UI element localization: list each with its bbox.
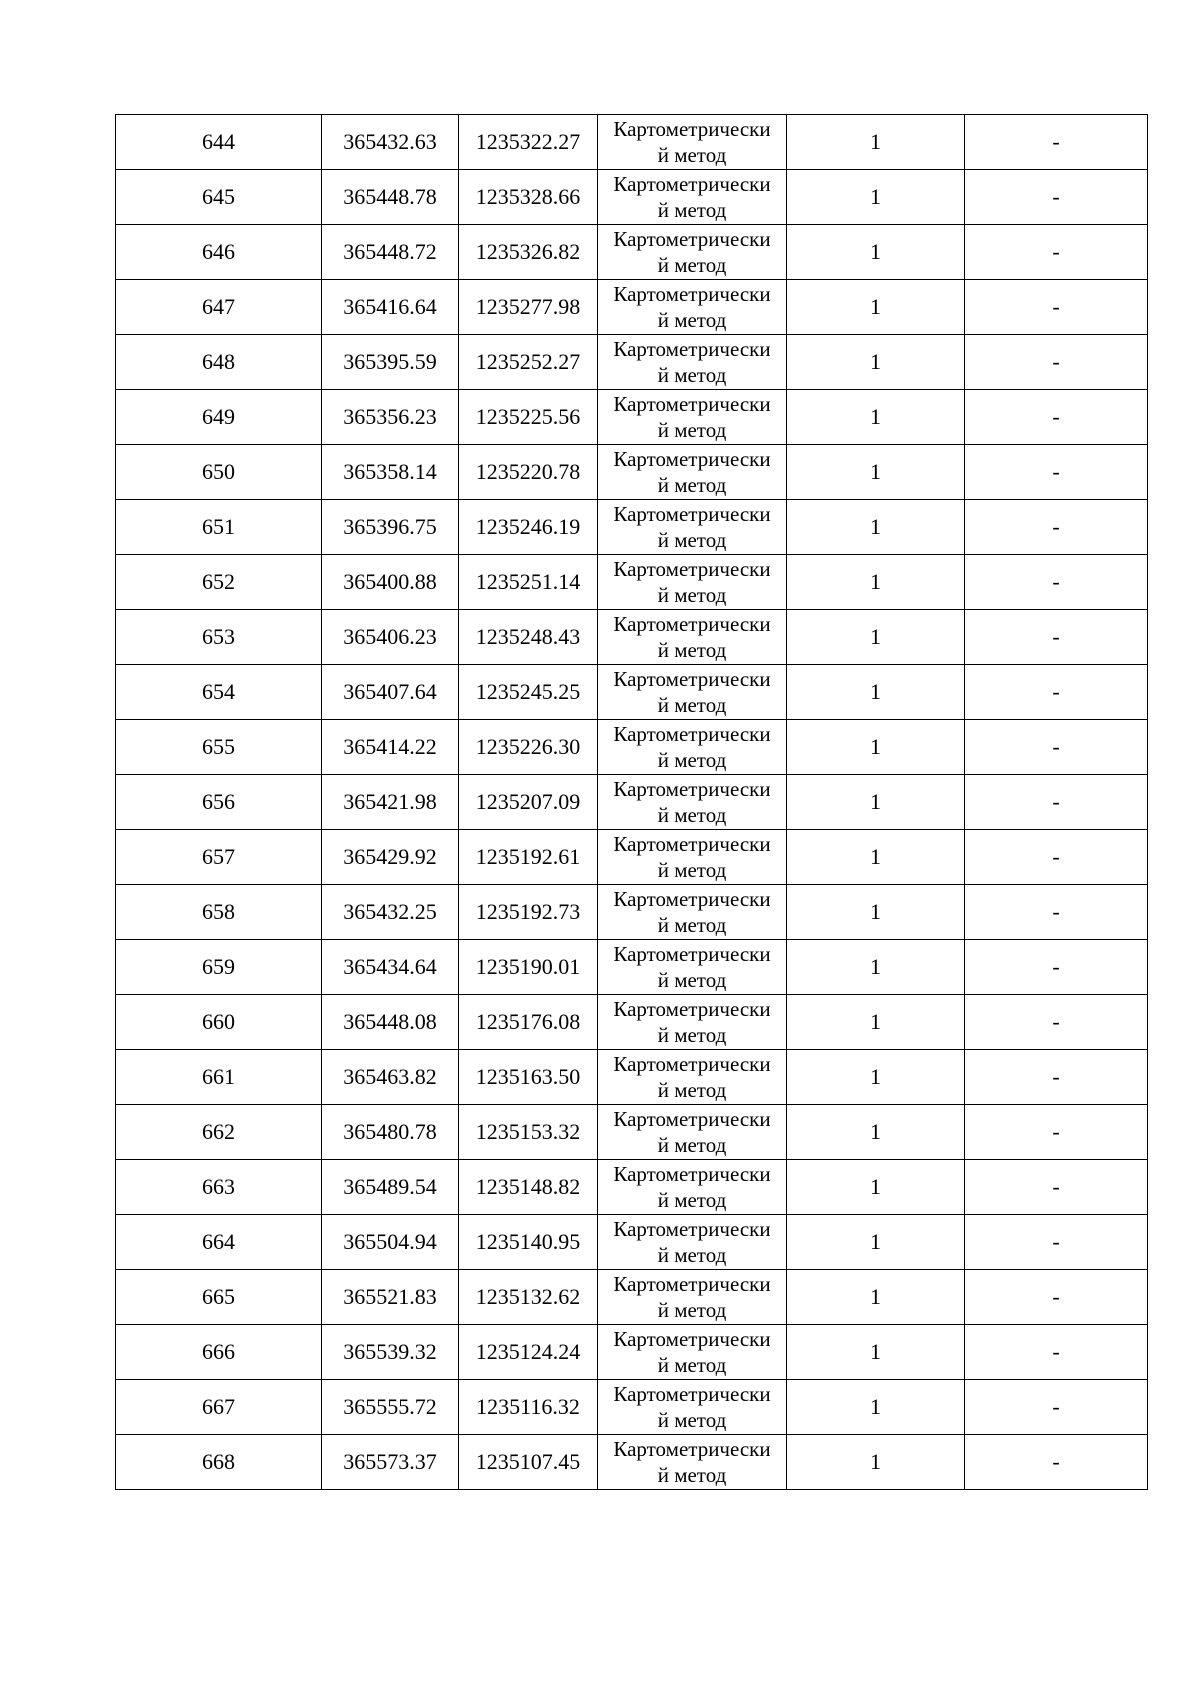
table-row [116, 335, 1148, 390]
table-body [116, 115, 1148, 1490]
table-row [116, 885, 1148, 940]
coordinate-x-cell: 365406.23 [322, 610, 459, 665]
accuracy-cell: 1 [787, 610, 965, 665]
note-cell: - [965, 390, 1148, 445]
note-cell: - [965, 720, 1148, 775]
point-number-cell: 658 [116, 885, 322, 940]
method-cell: Картометрически й метод [598, 1325, 787, 1380]
coordinate-x-cell: 365448.08 [322, 995, 459, 1050]
point-number-cell: 653 [116, 610, 322, 665]
method-cell: Картометрически й метод [598, 1050, 787, 1105]
table-row [116, 555, 1148, 610]
note-cell: - [965, 500, 1148, 555]
coordinate-y-cell: 1235107.45 [459, 1435, 598, 1490]
coordinate-y-cell: 1235116.32 [459, 1380, 598, 1435]
note-cell: - [965, 1215, 1148, 1270]
coordinate-y-cell: 1235176.08 [459, 995, 598, 1050]
point-number-cell: 648 [116, 335, 322, 390]
coordinate-x-cell: 365480.78 [322, 1105, 459, 1160]
note-cell: - [965, 830, 1148, 885]
method-cell: Картометрически й метод [598, 335, 787, 390]
coordinate-x-cell: 365395.59 [322, 335, 459, 390]
note-cell: - [965, 1325, 1148, 1380]
accuracy-cell: 1 [787, 280, 965, 335]
table-row [116, 665, 1148, 720]
accuracy-cell: 1 [787, 1325, 965, 1380]
point-number-cell: 664 [116, 1215, 322, 1270]
coordinate-x-cell: 365539.32 [322, 1325, 459, 1380]
table-row [116, 995, 1148, 1050]
note-cell: - [965, 885, 1148, 940]
accuracy-cell: 1 [787, 445, 965, 500]
point-number-cell: 665 [116, 1270, 322, 1325]
method-cell: Картометрически й метод [598, 610, 787, 665]
accuracy-cell: 1 [787, 1435, 965, 1490]
method-cell: Картометрически й метод [598, 390, 787, 445]
point-number-cell: 663 [116, 1160, 322, 1215]
note-cell: - [965, 170, 1148, 225]
accuracy-cell: 1 [787, 500, 965, 555]
table-row [116, 115, 1148, 170]
method-cell: Картометрически й метод [598, 1435, 787, 1490]
point-number-cell: 657 [116, 830, 322, 885]
point-number-cell: 649 [116, 390, 322, 445]
method-cell: Картометрически й метод [598, 1160, 787, 1215]
coordinate-x-cell: 365396.75 [322, 500, 459, 555]
method-cell: Картометрически й метод [598, 225, 787, 280]
accuracy-cell: 1 [787, 1380, 965, 1435]
method-cell: Картометрически й метод [598, 995, 787, 1050]
accuracy-cell: 1 [787, 775, 965, 830]
point-number-cell: 651 [116, 500, 322, 555]
accuracy-cell: 1 [787, 720, 965, 775]
point-number-cell: 661 [116, 1050, 322, 1105]
accuracy-cell: 1 [787, 1105, 965, 1160]
point-number-cell: 654 [116, 665, 322, 720]
accuracy-cell: 1 [787, 115, 965, 170]
accuracy-cell: 1 [787, 1215, 965, 1270]
coordinate-y-cell: 1235225.56 [459, 390, 598, 445]
point-number-cell: 656 [116, 775, 322, 830]
method-cell: Картометрически й метод [598, 775, 787, 830]
coordinate-x-cell: 365463.82 [322, 1050, 459, 1105]
point-number-cell: 644 [116, 115, 322, 170]
table-row [116, 170, 1148, 225]
note-cell: - [965, 280, 1148, 335]
table-row [116, 445, 1148, 500]
note-cell: - [965, 995, 1148, 1050]
coordinate-x-cell: 365555.72 [322, 1380, 459, 1435]
coordinate-x-cell: 365432.25 [322, 885, 459, 940]
point-number-cell: 666 [116, 1325, 322, 1380]
table-row [116, 225, 1148, 280]
note-cell: - [965, 445, 1148, 500]
accuracy-cell: 1 [787, 1270, 965, 1325]
accuracy-cell: 1 [787, 335, 965, 390]
coordinate-x-cell: 365573.37 [322, 1435, 459, 1490]
coordinate-x-cell: 365407.64 [322, 665, 459, 720]
coordinate-y-cell: 1235192.61 [459, 830, 598, 885]
coordinate-y-cell: 1235322.27 [459, 115, 598, 170]
point-number-cell: 652 [116, 555, 322, 610]
method-cell: Картометрически й метод [598, 665, 787, 720]
table-row [116, 1160, 1148, 1215]
method-cell: Картометрически й метод [598, 555, 787, 610]
note-cell: - [965, 775, 1148, 830]
table-row [116, 1435, 1148, 1490]
table-row [116, 830, 1148, 885]
coordinate-x-cell: 365504.94 [322, 1215, 459, 1270]
coordinate-x-cell: 365414.22 [322, 720, 459, 775]
point-number-cell: 667 [116, 1380, 322, 1435]
coordinates-table [115, 114, 1148, 1490]
method-cell: Картометрически й метод [598, 115, 787, 170]
coordinate-y-cell: 1235246.19 [459, 500, 598, 555]
coordinate-x-cell: 365432.63 [322, 115, 459, 170]
method-cell: Картометрически й метод [598, 885, 787, 940]
coordinate-y-cell: 1235124.24 [459, 1325, 598, 1380]
coordinate-x-cell: 365434.64 [322, 940, 459, 995]
accuracy-cell: 1 [787, 940, 965, 995]
coordinate-y-cell: 1235163.50 [459, 1050, 598, 1105]
method-cell: Картометрически й метод [598, 1105, 787, 1160]
coordinate-x-cell: 365400.88 [322, 555, 459, 610]
point-number-cell: 659 [116, 940, 322, 995]
accuracy-cell: 1 [787, 1050, 965, 1105]
coordinate-x-cell: 365416.64 [322, 280, 459, 335]
table-row [116, 1215, 1148, 1270]
coordinate-y-cell: 1235251.14 [459, 555, 598, 610]
coordinate-x-cell: 365429.92 [322, 830, 459, 885]
point-number-cell: 662 [116, 1105, 322, 1160]
coordinate-y-cell: 1235132.62 [459, 1270, 598, 1325]
point-number-cell: 650 [116, 445, 322, 500]
table-row [116, 1325, 1148, 1380]
coordinate-y-cell: 1235220.78 [459, 445, 598, 500]
accuracy-cell: 1 [787, 995, 965, 1050]
coordinate-x-cell: 365521.83 [322, 1270, 459, 1325]
coordinate-y-cell: 1235192.73 [459, 885, 598, 940]
point-number-cell: 645 [116, 170, 322, 225]
table-row [116, 775, 1148, 830]
point-number-cell: 660 [116, 995, 322, 1050]
coordinate-y-cell: 1235277.98 [459, 280, 598, 335]
table-row [116, 720, 1148, 775]
coordinate-x-cell: 365489.54 [322, 1160, 459, 1215]
coordinate-y-cell: 1235248.43 [459, 610, 598, 665]
table-row [116, 500, 1148, 555]
note-cell: - [965, 940, 1148, 995]
coordinate-x-cell: 365448.72 [322, 225, 459, 280]
coordinate-y-cell: 1235226.30 [459, 720, 598, 775]
accuracy-cell: 1 [787, 665, 965, 720]
coordinate-y-cell: 1235207.09 [459, 775, 598, 830]
coordinate-x-cell: 365421.98 [322, 775, 459, 830]
note-cell: - [965, 555, 1148, 610]
coordinate-x-cell: 365358.14 [322, 445, 459, 500]
coordinate-x-cell: 365356.23 [322, 390, 459, 445]
method-cell: Картометрически й метод [598, 1270, 787, 1325]
table-row [116, 1380, 1148, 1435]
point-number-cell: 655 [116, 720, 322, 775]
accuracy-cell: 1 [787, 225, 965, 280]
accuracy-cell: 1 [787, 1160, 965, 1215]
method-cell: Картометрически й метод [598, 940, 787, 995]
note-cell: - [965, 1270, 1148, 1325]
coordinate-y-cell: 1235153.32 [459, 1105, 598, 1160]
coordinate-y-cell: 1235328.66 [459, 170, 598, 225]
note-cell: - [965, 115, 1148, 170]
note-cell: - [965, 1050, 1148, 1105]
table-row [116, 610, 1148, 665]
accuracy-cell: 1 [787, 390, 965, 445]
note-cell: - [965, 1160, 1148, 1215]
coordinate-y-cell: 1235252.27 [459, 335, 598, 390]
coordinate-y-cell: 1235245.25 [459, 665, 598, 720]
accuracy-cell: 1 [787, 885, 965, 940]
accuracy-cell: 1 [787, 830, 965, 885]
note-cell: - [965, 665, 1148, 720]
coordinate-y-cell: 1235148.82 [459, 1160, 598, 1215]
method-cell: Картометрически й метод [598, 500, 787, 555]
point-number-cell: 646 [116, 225, 322, 280]
coordinate-y-cell: 1235140.95 [459, 1215, 598, 1270]
method-cell: Картометрически й метод [598, 1215, 787, 1270]
method-cell: Картометрически й метод [598, 280, 787, 335]
point-number-cell: 647 [116, 280, 322, 335]
method-cell: Картометрически й метод [598, 1380, 787, 1435]
table-row [116, 940, 1148, 995]
note-cell: - [965, 610, 1148, 665]
table-row [116, 1105, 1148, 1160]
accuracy-cell: 1 [787, 170, 965, 225]
note-cell: - [965, 1435, 1148, 1490]
coordinate-x-cell: 365448.78 [322, 170, 459, 225]
note-cell: - [965, 225, 1148, 280]
method-cell: Картометрически й метод [598, 720, 787, 775]
note-cell: - [965, 1105, 1148, 1160]
table-row [116, 1270, 1148, 1325]
note-cell: - [965, 335, 1148, 390]
coordinate-y-cell: 1235190.01 [459, 940, 598, 995]
coordinate-y-cell: 1235326.82 [459, 225, 598, 280]
note-cell: - [965, 1380, 1148, 1435]
method-cell: Картометрически й метод [598, 445, 787, 500]
table-row [116, 390, 1148, 445]
table-row [116, 280, 1148, 335]
method-cell: Картометрически й метод [598, 830, 787, 885]
accuracy-cell: 1 [787, 555, 965, 610]
point-number-cell: 668 [116, 1435, 322, 1490]
method-cell: Картометрически й метод [598, 170, 787, 225]
table-row [116, 1050, 1148, 1105]
